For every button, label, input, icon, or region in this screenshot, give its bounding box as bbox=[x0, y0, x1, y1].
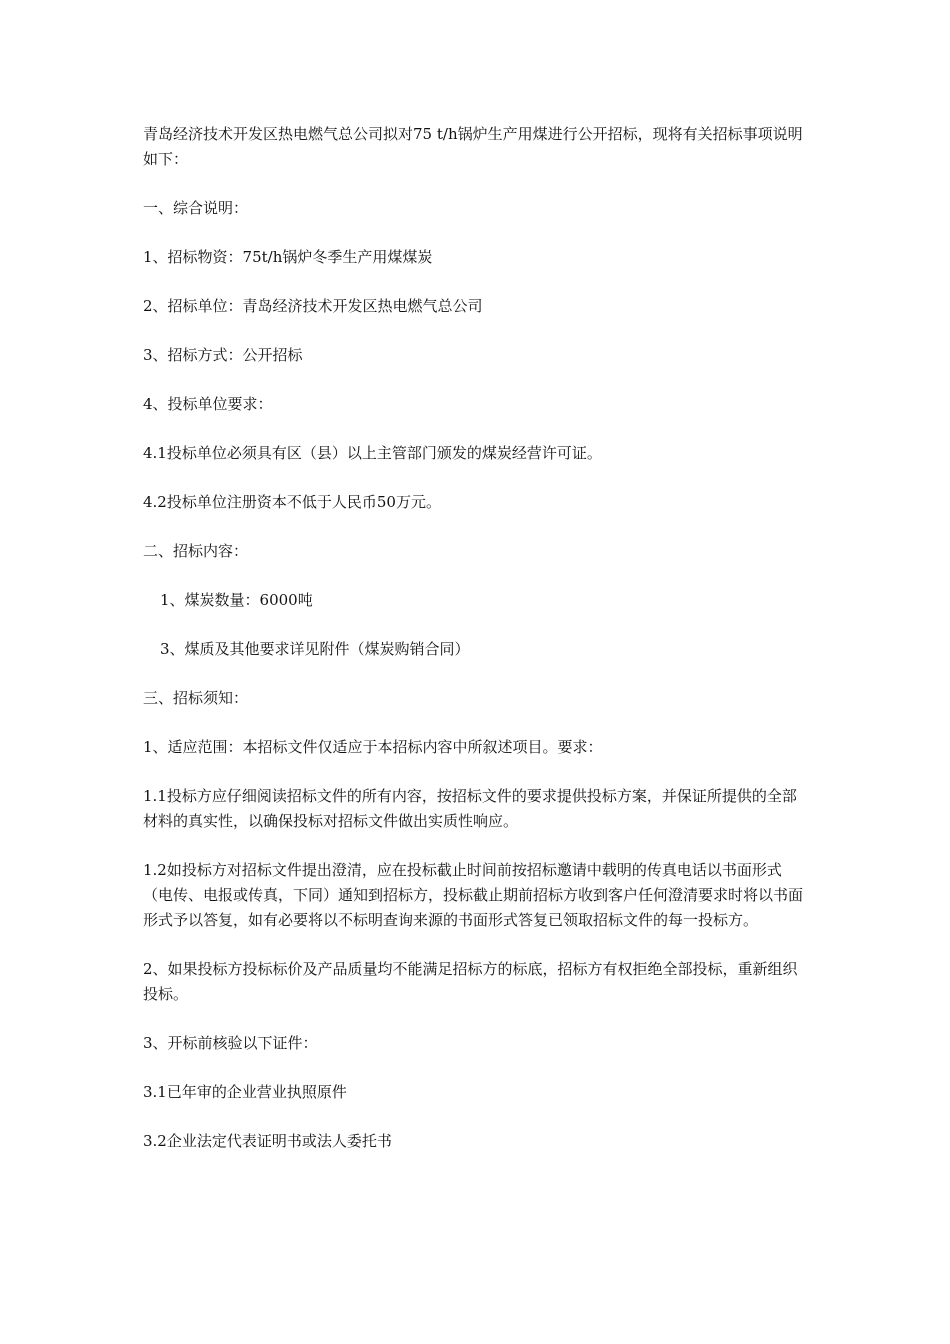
item-reject-bids: 2、如果投标方投标标价及产品质量均不能满足招标方的标底，招标方有权拒绝全部投标，重新组织投标。 bbox=[143, 960, 798, 1003]
document-body bbox=[143, 122, 811, 1178]
intro-paragraph: 青岛经济技术开发区热电燃气总公司拟对75 t/h锅炉生产用煤进行公开招标，现将有关招标事项说明如下： bbox=[143, 125, 803, 168]
item-read-documents: 1.1投标方应仔细阅读招标文件的所有内容，按招标文件的要求提供投标方案，并保证所提供的全部材料的真实性，以确保投标对招标文件做出实质性响应。 bbox=[143, 787, 797, 830]
item-clarification: 1.2如投标方对招标文件提出澄清，应在投标截止时间前按招标邀请中载明的传真电话以书面形式（电传、电报或传真，下同）通知到招标方，投标截止期前招标方收到客户任何澄清要求时将以书面形式予以答复，如有必要将以不标明查询来源的书面形式答复已领取招标文件的每一投标方。 bbox=[143, 861, 804, 929]
section-heading-content: 二、招标内容： bbox=[143, 542, 249, 560]
item-verify-documents: 3、开标前核验以下证件： bbox=[143, 1034, 318, 1052]
item-bid-unit: 2、招标单位：青岛经济技术开发区热电燃气总公司 bbox=[143, 297, 483, 315]
item-scope: 1、适应范围：本招标文件仅适应于本招标内容中所叙述项目。要求： bbox=[143, 738, 603, 756]
section-heading-general: 一、综合说明： bbox=[143, 199, 249, 217]
item-bidder-requirements: 4、投标单位要求： bbox=[143, 395, 273, 413]
item-bid-method: 3、招标方式：公开招标 bbox=[143, 346, 303, 364]
item-coal-quality: 3、煤质及其他要求详见附件（煤炭购销合同） bbox=[160, 640, 470, 658]
section-heading-notice: 三、招标须知： bbox=[143, 689, 249, 707]
item-requirement-capital: 4.2投标单位注册资本不低于人民币50万元。 bbox=[143, 493, 441, 511]
item-coal-quantity: 1、煤炭数量：6000吨 bbox=[160, 591, 313, 609]
item-legal-representative: 3.2企业法定代表证明书或法人委托书 bbox=[143, 1132, 392, 1150]
item-business-license: 3.1已年审的企业营业执照原件 bbox=[143, 1083, 347, 1101]
item-requirement-license: 4.1投标单位必须具有区（县）以上主管部门颁发的煤炭经营许可证。 bbox=[143, 444, 602, 462]
item-bid-material: 1、招标物资：75t/h锅炉冬季生产用煤煤炭 bbox=[143, 248, 433, 266]
